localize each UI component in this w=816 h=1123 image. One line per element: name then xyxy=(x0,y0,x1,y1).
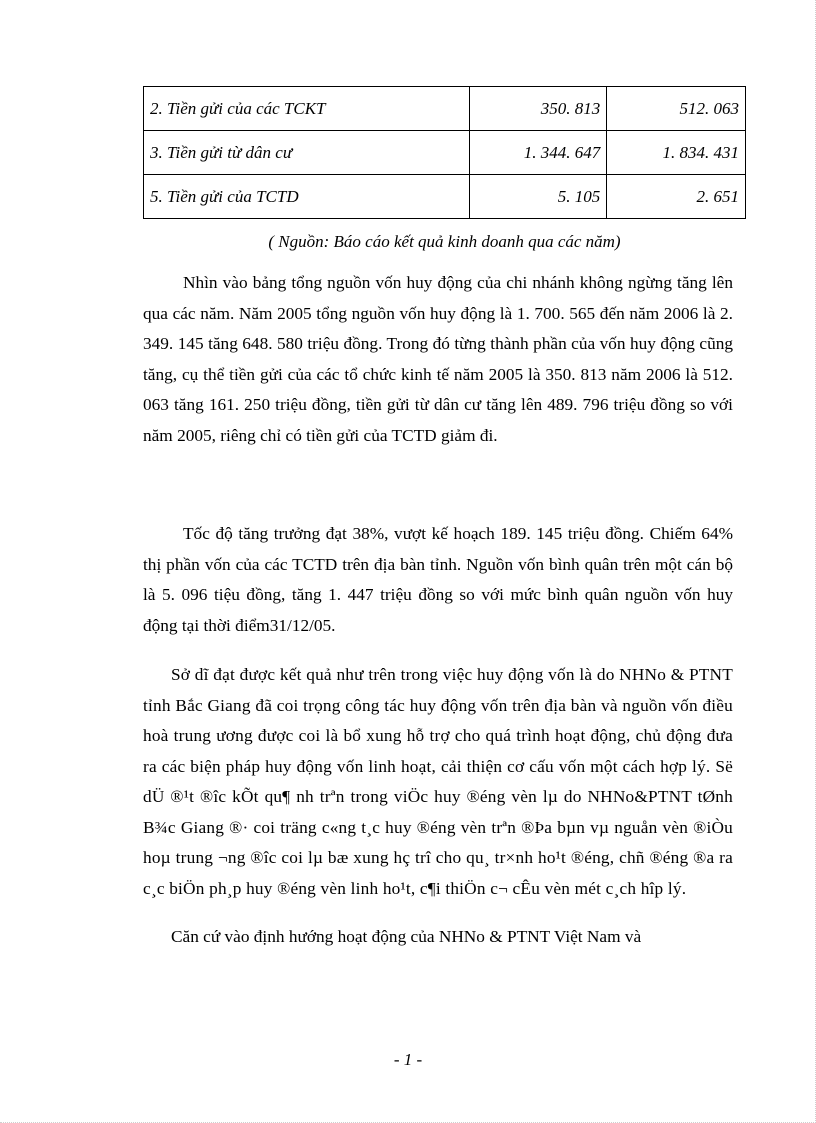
value-2005: 350. 813 xyxy=(470,87,607,131)
table-row xyxy=(144,175,746,219)
page-number: - 1 - xyxy=(393,1050,423,1069)
row-label: 5. Tiền gửi của TCTD xyxy=(144,175,470,219)
table-row xyxy=(144,87,746,131)
row-label: 3. Tiền gửi từ dân cư xyxy=(144,131,470,175)
row-label: 2. Tiền gửi của các TCKT xyxy=(144,87,470,131)
value-2006: 2. 651 xyxy=(607,175,746,219)
value-2006: 512. 063 xyxy=(607,87,746,131)
paragraph-funding-overview: Nhìn vào bảng tổng nguồn vốn huy động của chi nhánh không ngừng tăng lên qua các năm. Năm 2005 tổng nguồn vốn huy động là 1. 700. 565 đến năm 2006 là 2. 349. 145 tăng 648. 580 triệu đồng. Trong đó từng thành phần của vốn huy động cũng tăng, cụ thể tiền gửi của các tổ chức kinh tế năm 2005 là 350. 813 năm 2006 là 512. 063 tăng 161. 250 triệu đồng, tiền gửi từ dân cư tăng lên 489. 796 triệu đồng so với năm 2005, riêng chỉ có tiền gửi của TCTD giảm đi. xyxy=(143,273,733,445)
paragraph-growth-rate: Tốc độ tăng trưởng đạt 38%, vượt kế hoạch 189. 145 triệu đồng. Chiếm 64% thị phần vốn của các TCTD trên địa bàn tỉnh. Nguồn vốn bình quân trên một cán bộ là 5. 096 tiệu đồng, tăng 1. 447 triệu đồng so với mức bình quân nguồn vốn huy động tại thời điểm31/12/05. xyxy=(143,524,733,635)
paragraph-reasons: Sở dĩ đạt được kết quả như trên trong việc huy động vốn là do NHNo & PTNT tỉnh Bắc Giang đã coi trọng công tác huy động vốn trên địa bàn và nguồn vốn điều hoà trung ương được coi là bổ xung hỗ trợ cho quá trình hoạt động, chủ động đưa ra các biện pháp huy động vốn linh hoạt, cải thiện cơ cấu vốn một cách hợp lý. Së dÜ ®¹t ®îc kÕt qu¶ nh trªn trong viÖc huy ®éng vèn lµ do NHNo&PTNT tØnh B¾c Giang ®· coi träng c«ng t¸c huy ®éng vèn trªn ®Þa bµn vµ nguån vèn ®iÒu hoµ trung ¬ng ®îc coi lµ bæ xung hç trî cho qu¸ tr×nh ho¹t ®éng, chñ ®éng ®a ra c¸c biÖn ph¸p huy ®éng vèn linh ho¹t, c¶i thiÖn c¬ cÊu vèn mét c¸ch hîp lý. xyxy=(143,665,733,898)
table-source-note: ( Nguồn: Báo cáo kết quả kinh doanh qua các năm) xyxy=(268,232,621,251)
value-2005: 5. 105 xyxy=(470,175,607,219)
value-2005: 1. 344. 647 xyxy=(470,131,607,175)
value-2006: 1. 834. 431 xyxy=(607,131,746,175)
paragraph-orientation: Căn cứ vào định hướng hoạt động của NHNo & PTNT Việt Nam và xyxy=(171,927,642,946)
deposit-table xyxy=(143,86,746,219)
table-row xyxy=(144,131,746,175)
